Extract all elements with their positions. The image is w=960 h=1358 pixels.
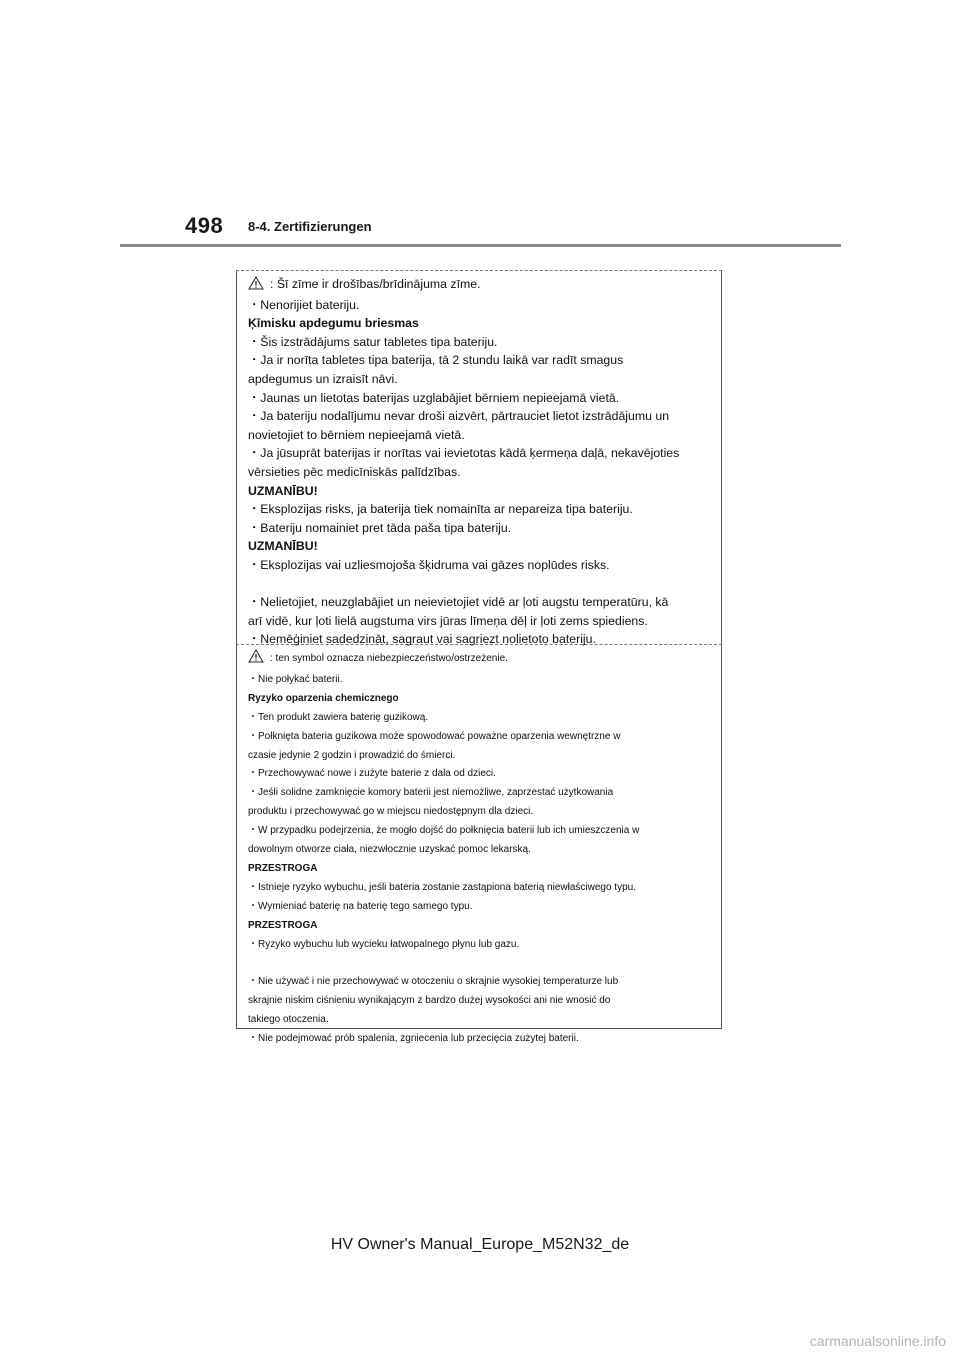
manual-identifier: HV Owner's Manual_Europe_M52N32_de (330, 1236, 630, 1253)
warning-triangle-icon (248, 649, 264, 671)
polish-line: ・Nie połykać baterii. (248, 673, 343, 685)
polish-line: czasie jedynie 2 godzin i prowadzić do śmierci. (248, 749, 456, 761)
latvian-symbol-line (248, 275, 718, 296)
polish-warning-section (248, 649, 718, 1049)
latvian-heading: Ķīmisku apdegumu briesmas (248, 316, 419, 331)
polish-symbol-note: : ten symbol oznacza niebezpieczeństwo/ostrzeżenie. (270, 653, 508, 664)
latvian-warning-section (248, 275, 718, 649)
warning-triangle-icon (248, 276, 264, 296)
watermark: carmanualsonline.info (809, 1333, 946, 1349)
latvian-line: ・Eksplozijas vai uzliesmojoša šķidruma vai gāzes noplūdes risks. (248, 557, 610, 572)
latvian-line: ・Ja ir norīta tabletes tipa baterija, tā 2 stundu laikā var radīt smagus (248, 353, 624, 368)
polish-line: ・Wymieniać baterię na baterię tego samego typu. (248, 900, 473, 912)
polish-line: ・Nie używać i nie przechowywać w otoczeniu o skrajnie wysokiej temperaturze lub (248, 976, 619, 988)
polish-caution-heading: PRZESTROGA (248, 919, 318, 931)
label-box-top-border (236, 270, 722, 271)
latvian-line: ・Jaunas un lietotas baterijas uzglabājiet bērniem nepieejamā vietā. (248, 390, 620, 405)
latvian-line: vērsieties pēc medicīniskās palīdzības. (248, 464, 461, 479)
polish-heading: Ryzyko oparzenia chemicznego (248, 692, 399, 704)
latvian-line: ・Ja bateriju nodalījumu nevar droši aizvērt, pārtrauciet lietot izstrādājumu un (248, 409, 670, 424)
latvian-spacer (248, 575, 718, 594)
section-title: 8-4. Zertifizierungen (248, 219, 372, 234)
polish-line: ・Nie podejmować prób spalenia, zgniecenia lub przecięcia zużytej baterii. (248, 1033, 579, 1045)
polish-spacer (248, 955, 718, 974)
polish-line: ・Ryzyko wybuchu lub wycieku łatwopalnego płynu lub gazu. (248, 938, 520, 950)
latvian-caution-heading: UZMANĪBU! (248, 483, 318, 498)
polish-line: ・Ten produkt zawiera baterię guzikową. (248, 711, 429, 723)
header-divider (120, 244, 841, 247)
latvian-symbol-note: : Šī zīme ir drošības/brīdinājuma zīme. (270, 277, 481, 291)
page-number: 498 (185, 213, 224, 238)
latvian-line: ・Nelietojiet, neuzglabājiet un neievietojiet vidē ar ļoti augstu temperatūru, kā (248, 595, 669, 610)
latvian-line: novietojiet to bērniem nepieejamā vietā. (248, 427, 465, 442)
polish-line: ・Przechowywać nowe i zużyte baterie z dala od dzieci. (248, 768, 496, 780)
polish-line: dowolnym otworze ciała, niezwłocznie uzyskać pomoc lekarską. (248, 844, 531, 856)
latvian-line: ・Nenorijiet bateriju. (248, 297, 360, 312)
latvian-line: ・Eksplozijas risks, ja baterija tiek nomainīta ar nepareiza tipa bateriju. (248, 502, 633, 517)
polish-line: ・Jeśli solidne zamknięcie komory baterii jest niemożliwe, zaprzestać użytkowania (248, 787, 614, 799)
latvian-line: ・Šis izstrādājums satur tabletes tipa bateriju. (248, 334, 498, 349)
latvian-caution-heading: UZMANĪBU! (248, 539, 318, 554)
polish-line: skrajnie niskim ciśnieniu wynikającym z bardzo dużej wysokości ani nie wnosić do (248, 995, 611, 1007)
polish-line: takiego otoczenia. (248, 1014, 329, 1026)
latvian-line: ・Nemēģiniet sadedzināt, sagraut vai sagriezt nolietoto bateriju. (248, 632, 596, 647)
polish-symbol-line (248, 649, 718, 671)
polish-line: ・Połknięta bateria guzikowa może spowodować poważne oparzenia wewnętrzne w (248, 730, 621, 742)
latvian-line: ・Bateriju nomainiet pret tāda paša tipa bateriju. (248, 520, 512, 535)
latvian-line: apdegumus un izraisīt nāvi. (248, 371, 398, 386)
latvian-line: arī vidē, kur ļoti lielā augstuma virs jūras līmeņa dēļ ir ļoti zems spiediens. (248, 613, 648, 628)
polish-line: ・Istnieje ryzyko wybuchu, jeśli bateria zostanie zastąpiona baterią niewłaściwego typu. (248, 881, 636, 893)
polish-caution-heading: PRZESTROGA (248, 862, 318, 874)
polish-line: produktu i przechowywać go w miejscu niedostępnym dla dzieci. (248, 806, 534, 818)
polish-line: ・W przypadku podejrzenia, że mogło dojść do połknięcia baterii lub ich umieszczenia w (248, 825, 640, 837)
latvian-line: ・Ja jūsuprāt baterijas ir norītas vai ievietotas kādā ķermeņa daļā, nekavējoties (248, 446, 680, 461)
